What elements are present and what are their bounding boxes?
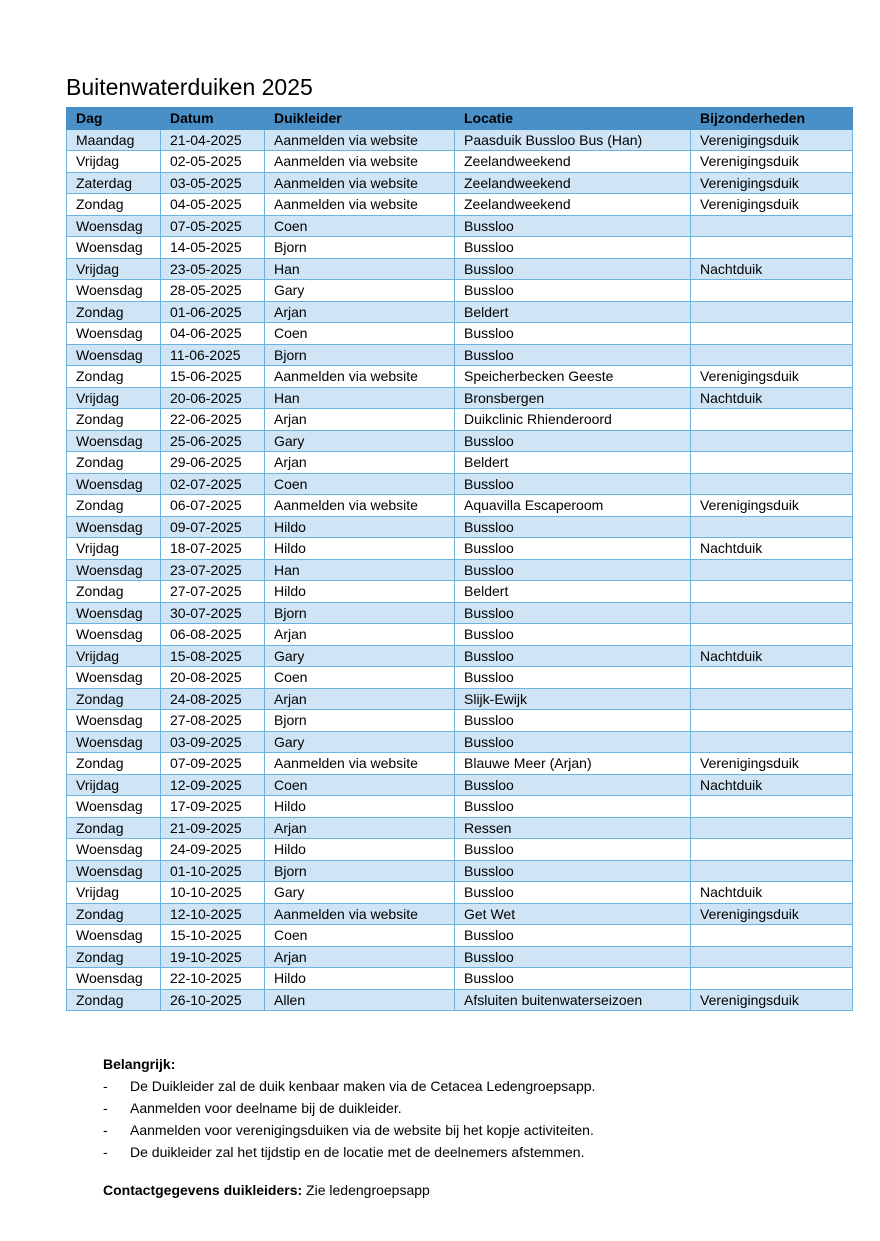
cell-datum: 30-07-2025 bbox=[161, 602, 265, 624]
cell-duikleider: Arjan bbox=[265, 301, 455, 323]
cell-duikleider: Arjan bbox=[265, 409, 455, 431]
table-row bbox=[67, 344, 853, 366]
cell-dag: Woensdag bbox=[67, 839, 161, 861]
table-row bbox=[67, 989, 853, 1011]
cell-datum: 27-07-2025 bbox=[161, 581, 265, 603]
cell-locatie: Speicherbecken Geeste bbox=[455, 366, 691, 388]
cell-duikleider: Gary bbox=[265, 430, 455, 452]
notes-list bbox=[103, 1075, 595, 1163]
cell-datum: 03-09-2025 bbox=[161, 731, 265, 753]
table-row bbox=[67, 194, 853, 216]
cell-duikleider: Han bbox=[265, 387, 455, 409]
cell-dag: Zondag bbox=[67, 301, 161, 323]
cell-bijzonderheden: Verenigingsduik bbox=[691, 366, 853, 388]
cell-dag: Woensdag bbox=[67, 430, 161, 452]
cell-bijzonderheden bbox=[691, 280, 853, 302]
cell-datum: 15-08-2025 bbox=[161, 645, 265, 667]
cell-dag: Woensdag bbox=[67, 215, 161, 237]
cell-dag: Woensdag bbox=[67, 710, 161, 732]
cell-duikleider: Hildo bbox=[265, 538, 455, 560]
cell-bijzonderheden bbox=[691, 968, 853, 990]
cell-duikleider: Coen bbox=[265, 323, 455, 345]
cell-bijzonderheden bbox=[691, 581, 853, 603]
cell-locatie: Bussloo bbox=[455, 473, 691, 495]
cell-bijzonderheden: Verenigingsduik bbox=[691, 989, 853, 1011]
cell-dag: Woensdag bbox=[67, 731, 161, 753]
cell-datum: 18-07-2025 bbox=[161, 538, 265, 560]
cell-bijzonderheden bbox=[691, 839, 853, 861]
cell-datum: 10-10-2025 bbox=[161, 882, 265, 904]
cell-locatie: Bussloo bbox=[455, 667, 691, 689]
notes-item bbox=[103, 1097, 595, 1119]
table-row bbox=[67, 581, 853, 603]
cell-locatie: Bussloo bbox=[455, 538, 691, 560]
cell-locatie: Zeelandweekend bbox=[455, 172, 691, 194]
cell-duikleider: Gary bbox=[265, 882, 455, 904]
table-row bbox=[67, 258, 853, 280]
cell-bijzonderheden: Nachtduik bbox=[691, 387, 853, 409]
cell-dag: Zondag bbox=[67, 366, 161, 388]
table-row bbox=[67, 151, 853, 173]
cell-dag: Zondag bbox=[67, 903, 161, 925]
cell-duikleider: Han bbox=[265, 258, 455, 280]
contact-line bbox=[103, 1182, 430, 1198]
cell-duikleider: Allen bbox=[265, 989, 455, 1011]
column-header-dag: Dag bbox=[67, 108, 161, 130]
table-row bbox=[67, 602, 853, 624]
cell-locatie: Aquavilla Escaperoom bbox=[455, 495, 691, 517]
cell-bijzonderheden: Verenigingsduik bbox=[691, 151, 853, 173]
cell-duikleider: Han bbox=[265, 559, 455, 581]
table-row bbox=[67, 452, 853, 474]
cell-locatie: Zeelandweekend bbox=[455, 151, 691, 173]
cell-locatie: Bussloo bbox=[455, 430, 691, 452]
cell-bijzonderheden bbox=[691, 817, 853, 839]
cell-locatie: Bussloo bbox=[455, 968, 691, 990]
cell-datum: 28-05-2025 bbox=[161, 280, 265, 302]
cell-duikleider: Coen bbox=[265, 925, 455, 947]
table-row bbox=[67, 667, 853, 689]
cell-duikleider: Aanmelden via website bbox=[265, 903, 455, 925]
cell-locatie: Bussloo bbox=[455, 946, 691, 968]
cell-duikleider: Aanmelden via website bbox=[265, 129, 455, 151]
cell-dag: Woensdag bbox=[67, 796, 161, 818]
cell-bijzonderheden bbox=[691, 925, 853, 947]
cell-dag: Zondag bbox=[67, 946, 161, 968]
table-header bbox=[67, 108, 853, 130]
cell-dag: Woensdag bbox=[67, 925, 161, 947]
cell-bijzonderheden bbox=[691, 667, 853, 689]
cell-datum: 29-06-2025 bbox=[161, 452, 265, 474]
cell-locatie: Duikclinic Rhienderoord bbox=[455, 409, 691, 431]
cell-duikleider: Bjorn bbox=[265, 710, 455, 732]
cell-locatie: Slijk-Ewijk bbox=[455, 688, 691, 710]
table-row bbox=[67, 538, 853, 560]
cell-dag: Woensdag bbox=[67, 968, 161, 990]
cell-bijzonderheden bbox=[691, 516, 853, 538]
cell-bijzonderheden bbox=[691, 430, 853, 452]
cell-duikleider: Coen bbox=[265, 667, 455, 689]
bullet-dash: - bbox=[103, 1078, 108, 1094]
cell-bijzonderheden bbox=[691, 602, 853, 624]
cell-datum: 06-07-2025 bbox=[161, 495, 265, 517]
table-row bbox=[67, 968, 853, 990]
cell-dag: Zondag bbox=[67, 409, 161, 431]
cell-duikleider: Coen bbox=[265, 774, 455, 796]
table-row bbox=[67, 301, 853, 323]
cell-duikleider: Arjan bbox=[265, 946, 455, 968]
cell-locatie: Get Wet bbox=[455, 903, 691, 925]
table-row bbox=[67, 839, 853, 861]
cell-locatie: Blauwe Meer (Arjan) bbox=[455, 753, 691, 775]
table-row bbox=[67, 817, 853, 839]
cell-duikleider: Arjan bbox=[265, 688, 455, 710]
bullet-dash: - bbox=[103, 1100, 108, 1116]
cell-dag: Vrijdag bbox=[67, 387, 161, 409]
table-row bbox=[67, 882, 853, 904]
cell-datum: 24-09-2025 bbox=[161, 839, 265, 861]
table-row bbox=[67, 172, 853, 194]
cell-duikleider: Aanmelden via website bbox=[265, 172, 455, 194]
cell-dag: Woensdag bbox=[67, 516, 161, 538]
cell-bijzonderheden: Verenigingsduik bbox=[691, 194, 853, 216]
table-row bbox=[67, 409, 853, 431]
cell-locatie: Bussloo bbox=[455, 344, 691, 366]
cell-locatie: Bussloo bbox=[455, 796, 691, 818]
contact-value: Zie ledengroepsapp bbox=[302, 1182, 430, 1198]
cell-bijzonderheden bbox=[691, 237, 853, 259]
cell-duikleider: Gary bbox=[265, 731, 455, 753]
cell-locatie: Zeelandweekend bbox=[455, 194, 691, 216]
table-row bbox=[67, 559, 853, 581]
notes-item-text: De duikleider zal het tijdstip en de locatie met de deelnemers afstemmen. bbox=[130, 1144, 585, 1160]
cell-duikleider: Aanmelden via website bbox=[265, 194, 455, 216]
cell-dag: Woensdag bbox=[67, 344, 161, 366]
cell-dag: Zondag bbox=[67, 194, 161, 216]
cell-locatie: Bussloo bbox=[455, 516, 691, 538]
cell-bijzonderheden: Verenigingsduik bbox=[691, 903, 853, 925]
cell-datum: 24-08-2025 bbox=[161, 688, 265, 710]
cell-locatie: Bussloo bbox=[455, 237, 691, 259]
cell-dag: Woensdag bbox=[67, 624, 161, 646]
table-row bbox=[67, 473, 853, 495]
cell-bijzonderheden: Nachtduik bbox=[691, 538, 853, 560]
cell-dag: Woensdag bbox=[67, 860, 161, 882]
contact-label: Contactgegevens duikleiders: bbox=[103, 1182, 303, 1198]
cell-dag: Vrijdag bbox=[67, 882, 161, 904]
cell-dag: Zondag bbox=[67, 495, 161, 517]
cell-datum: 09-07-2025 bbox=[161, 516, 265, 538]
cell-bijzonderheden bbox=[691, 215, 853, 237]
cell-dag: Woensdag bbox=[67, 559, 161, 581]
cell-dag: Zondag bbox=[67, 817, 161, 839]
cell-datum: 21-04-2025 bbox=[161, 129, 265, 151]
cell-datum: 12-10-2025 bbox=[161, 903, 265, 925]
cell-dag: Woensdag bbox=[67, 237, 161, 259]
table-row bbox=[67, 129, 853, 151]
cell-locatie: Bussloo bbox=[455, 280, 691, 302]
notes-heading: Belangrijk: bbox=[103, 1056, 176, 1072]
page-title: Buitenwaterduiken 2025 bbox=[66, 74, 313, 100]
cell-datum: 04-06-2025 bbox=[161, 323, 265, 345]
notes-item bbox=[103, 1075, 595, 1097]
cell-duikleider: Bjorn bbox=[265, 602, 455, 624]
cell-duikleider: Bjorn bbox=[265, 860, 455, 882]
cell-datum: 25-06-2025 bbox=[161, 430, 265, 452]
cell-bijzonderheden bbox=[691, 860, 853, 882]
cell-datum: 02-05-2025 bbox=[161, 151, 265, 173]
cell-datum: 27-08-2025 bbox=[161, 710, 265, 732]
table-row bbox=[67, 237, 853, 259]
cell-datum: 17-09-2025 bbox=[161, 796, 265, 818]
cell-dag: Zondag bbox=[67, 688, 161, 710]
cell-locatie: Bussloo bbox=[455, 559, 691, 581]
cell-duikleider: Bjorn bbox=[265, 344, 455, 366]
notes-item bbox=[103, 1119, 595, 1141]
cell-datum: 23-07-2025 bbox=[161, 559, 265, 581]
cell-datum: 07-09-2025 bbox=[161, 753, 265, 775]
cell-datum: 20-08-2025 bbox=[161, 667, 265, 689]
cell-datum: 19-10-2025 bbox=[161, 946, 265, 968]
cell-duikleider: Aanmelden via website bbox=[265, 753, 455, 775]
table-row bbox=[67, 860, 853, 882]
table-row bbox=[67, 731, 853, 753]
cell-locatie: Bussloo bbox=[455, 882, 691, 904]
cell-bijzonderheden: Nachtduik bbox=[691, 882, 853, 904]
cell-dag: Woensdag bbox=[67, 323, 161, 345]
cell-bijzonderheden: Nachtduik bbox=[691, 258, 853, 280]
table-row bbox=[67, 903, 853, 925]
cell-datum: 22-06-2025 bbox=[161, 409, 265, 431]
cell-duikleider: Aanmelden via website bbox=[265, 151, 455, 173]
cell-bijzonderheden bbox=[691, 731, 853, 753]
cell-datum: 06-08-2025 bbox=[161, 624, 265, 646]
table-row bbox=[67, 774, 853, 796]
cell-dag: Woensdag bbox=[67, 602, 161, 624]
cell-duikleider: Coen bbox=[265, 473, 455, 495]
cell-locatie: Beldert bbox=[455, 452, 691, 474]
table-row bbox=[67, 645, 853, 667]
table-row bbox=[67, 495, 853, 517]
column-header-datum: Datum bbox=[161, 108, 265, 130]
cell-dag: Woensdag bbox=[67, 667, 161, 689]
notes-item-text: Aanmelden voor verenigingsduiken via de website bij het kopje activiteiten. bbox=[130, 1122, 594, 1138]
cell-duikleider: Arjan bbox=[265, 817, 455, 839]
cell-datum: 15-06-2025 bbox=[161, 366, 265, 388]
cell-dag: Zondag bbox=[67, 581, 161, 603]
cell-datum: 12-09-2025 bbox=[161, 774, 265, 796]
cell-bijzonderheden bbox=[691, 624, 853, 646]
cell-dag: Zondag bbox=[67, 452, 161, 474]
cell-locatie: Bussloo bbox=[455, 774, 691, 796]
cell-dag: Vrijdag bbox=[67, 645, 161, 667]
column-header-bijzonderheden: Bijzonderheden bbox=[691, 108, 853, 130]
cell-bijzonderheden bbox=[691, 473, 853, 495]
cell-locatie: Bronsbergen bbox=[455, 387, 691, 409]
cell-bijzonderheden bbox=[691, 796, 853, 818]
cell-dag: Vrijdag bbox=[67, 258, 161, 280]
cell-locatie: Paasduik Bussloo Bus (Han) bbox=[455, 129, 691, 151]
table-row bbox=[67, 688, 853, 710]
table-row bbox=[67, 516, 853, 538]
cell-dag: Woensdag bbox=[67, 280, 161, 302]
cell-locatie: Beldert bbox=[455, 301, 691, 323]
table-row bbox=[67, 946, 853, 968]
cell-locatie: Ressen bbox=[455, 817, 691, 839]
cell-bijzonderheden bbox=[691, 946, 853, 968]
table-row bbox=[67, 215, 853, 237]
cell-dag: Zondag bbox=[67, 753, 161, 775]
cell-locatie: Bussloo bbox=[455, 624, 691, 646]
cell-duikleider: Hildo bbox=[265, 516, 455, 538]
notes-section bbox=[103, 1053, 595, 1163]
cell-dag: Vrijdag bbox=[67, 538, 161, 560]
cell-datum: 01-06-2025 bbox=[161, 301, 265, 323]
cell-bijzonderheden: Nachtduik bbox=[691, 774, 853, 796]
table-row bbox=[67, 753, 853, 775]
header-row bbox=[67, 108, 853, 130]
bullet-dash: - bbox=[103, 1122, 108, 1138]
cell-locatie: Bussloo bbox=[455, 860, 691, 882]
cell-datum: 01-10-2025 bbox=[161, 860, 265, 882]
cell-duikleider: Hildo bbox=[265, 968, 455, 990]
table-row bbox=[67, 323, 853, 345]
cell-bijzonderheden bbox=[691, 710, 853, 732]
cell-duikleider: Gary bbox=[265, 645, 455, 667]
table-row bbox=[67, 624, 853, 646]
cell-dag: Woensdag bbox=[67, 473, 161, 495]
cell-dag: Maandag bbox=[67, 129, 161, 151]
cell-locatie: Beldert bbox=[455, 581, 691, 603]
table-row bbox=[67, 366, 853, 388]
cell-bijzonderheden bbox=[691, 409, 853, 431]
cell-locatie: Bussloo bbox=[455, 731, 691, 753]
cell-bijzonderheden: Verenigingsduik bbox=[691, 129, 853, 151]
cell-duikleider: Hildo bbox=[265, 839, 455, 861]
table-row bbox=[67, 796, 853, 818]
cell-locatie: Bussloo bbox=[455, 602, 691, 624]
table-body bbox=[67, 129, 853, 1011]
table-row bbox=[67, 280, 853, 302]
cell-datum: 15-10-2025 bbox=[161, 925, 265, 947]
column-header-duikleider: Duikleider bbox=[265, 108, 455, 130]
cell-bijzonderheden: Verenigingsduik bbox=[691, 495, 853, 517]
cell-dag: Vrijdag bbox=[67, 774, 161, 796]
cell-duikleider: Bjorn bbox=[265, 237, 455, 259]
cell-duikleider: Hildo bbox=[265, 581, 455, 603]
notes-item-text: Aanmelden voor deelname bij de duikleider. bbox=[130, 1100, 402, 1116]
table-row bbox=[67, 430, 853, 452]
cell-dag: Zondag bbox=[67, 989, 161, 1011]
cell-duikleider: Gary bbox=[265, 280, 455, 302]
cell-bijzonderheden: Verenigingsduik bbox=[691, 753, 853, 775]
cell-duikleider: Aanmelden via website bbox=[265, 495, 455, 517]
cell-datum: 11-06-2025 bbox=[161, 344, 265, 366]
cell-bijzonderheden bbox=[691, 452, 853, 474]
notes-item-text: De Duikleider zal de duik kenbaar maken via de Cetacea Ledengroepsapp. bbox=[130, 1078, 596, 1094]
table-row bbox=[67, 710, 853, 732]
cell-bijzonderheden bbox=[691, 323, 853, 345]
cell-bijzonderheden: Nachtduik bbox=[691, 645, 853, 667]
cell-bijzonderheden bbox=[691, 301, 853, 323]
cell-datum: 22-10-2025 bbox=[161, 968, 265, 990]
cell-duikleider: Arjan bbox=[265, 624, 455, 646]
cell-datum: 03-05-2025 bbox=[161, 172, 265, 194]
cell-datum: 26-10-2025 bbox=[161, 989, 265, 1011]
cell-duikleider: Hildo bbox=[265, 796, 455, 818]
cell-bijzonderheden bbox=[691, 688, 853, 710]
cell-dag: Vrijdag bbox=[67, 151, 161, 173]
column-header-locatie: Locatie bbox=[455, 108, 691, 130]
table-row bbox=[67, 387, 853, 409]
cell-locatie: Afsluiten buitenwaterseizoen bbox=[455, 989, 691, 1011]
schedule-table bbox=[66, 107, 853, 1011]
cell-duikleider: Arjan bbox=[265, 452, 455, 474]
cell-locatie: Bussloo bbox=[455, 258, 691, 280]
cell-datum: 23-05-2025 bbox=[161, 258, 265, 280]
cell-locatie: Bussloo bbox=[455, 645, 691, 667]
notes-item bbox=[103, 1141, 595, 1163]
cell-locatie: Bussloo bbox=[455, 323, 691, 345]
cell-locatie: Bussloo bbox=[455, 710, 691, 732]
cell-bijzonderheden bbox=[691, 559, 853, 581]
cell-datum: 21-09-2025 bbox=[161, 817, 265, 839]
cell-datum: 14-05-2025 bbox=[161, 237, 265, 259]
cell-dag: Zaterdag bbox=[67, 172, 161, 194]
bullet-dash: - bbox=[103, 1144, 108, 1160]
cell-bijzonderheden: Verenigingsduik bbox=[691, 172, 853, 194]
cell-locatie: Bussloo bbox=[455, 925, 691, 947]
cell-datum: 07-05-2025 bbox=[161, 215, 265, 237]
cell-locatie: Bussloo bbox=[455, 839, 691, 861]
cell-locatie: Bussloo bbox=[455, 215, 691, 237]
cell-duikleider: Coen bbox=[265, 215, 455, 237]
cell-datum: 04-05-2025 bbox=[161, 194, 265, 216]
cell-duikleider: Aanmelden via website bbox=[265, 366, 455, 388]
cell-bijzonderheden bbox=[691, 344, 853, 366]
cell-datum: 20-06-2025 bbox=[161, 387, 265, 409]
table-row bbox=[67, 925, 853, 947]
cell-datum: 02-07-2025 bbox=[161, 473, 265, 495]
